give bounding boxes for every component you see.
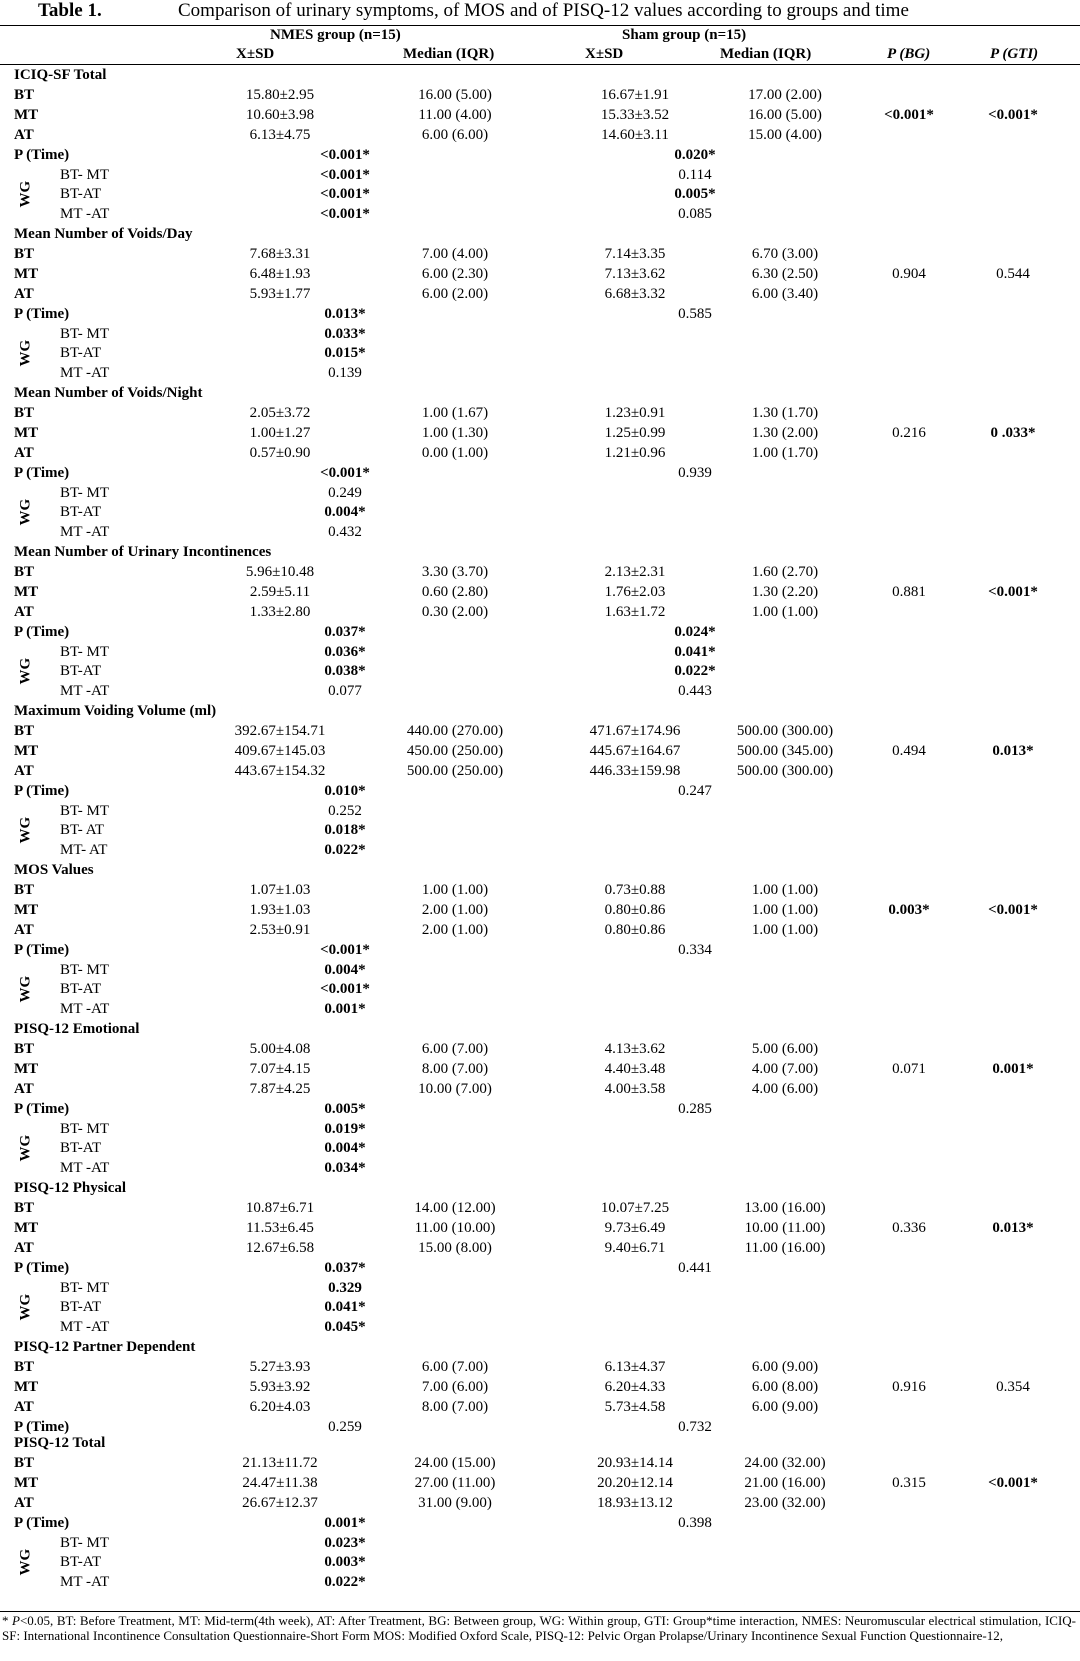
sham-median-cell: 1.00 (1.00) bbox=[751, 603, 819, 620]
p-gti-cell: <0.001* bbox=[988, 1474, 1038, 1491]
sham-mean-sd-cell: 471.67±174.96 bbox=[589, 722, 681, 739]
sham-mean-sd-cell: 7.14±3.35 bbox=[604, 245, 666, 262]
sham-median-cell: 1.00 (1.00) bbox=[751, 921, 819, 938]
row-label: MT bbox=[14, 424, 39, 441]
row-label: MT bbox=[14, 583, 39, 600]
row-label: AT bbox=[14, 762, 34, 779]
p-bg-cell: 0.003* bbox=[888, 901, 930, 918]
nmes-mean-sd-cell: 11.53±6.45 bbox=[246, 1219, 314, 1236]
sham-median-cell: 1.30 (2.20) bbox=[751, 583, 819, 600]
nmes-mean-sd-cell: 10.87±6.71 bbox=[245, 1199, 315, 1216]
wg-comparison-label: BT-AT bbox=[60, 345, 102, 362]
p-time-sham-cell: 0.247 bbox=[678, 782, 712, 799]
sham-group-header: Sham group (n=15) bbox=[622, 27, 747, 43]
wg-comparison-label: BT-AT bbox=[60, 663, 102, 680]
row-label: BT bbox=[14, 404, 35, 421]
nmes-median-cell: 27.00 (11.00) bbox=[414, 1474, 496, 1491]
p-gti-cell: 0.013* bbox=[992, 1219, 1034, 1236]
section-title: Maximum Voiding Volume (ml) bbox=[14, 703, 217, 719]
p-bg-cell: 0.216 bbox=[892, 424, 926, 441]
wg-nmes-cell: <0.001* bbox=[320, 186, 370, 203]
p-gti-cell: 0 .033* bbox=[990, 424, 1036, 441]
sham-median-cell: 6.30 (2.50) bbox=[751, 265, 819, 282]
wg-nmes-cell: 0.249 bbox=[328, 484, 362, 501]
p-time-sham-cell: 0.285 bbox=[678, 1100, 712, 1117]
nmes-median-cell: 15.00 (8.00) bbox=[418, 1239, 492, 1256]
wg-comparison-label: MT -AT bbox=[60, 524, 110, 541]
sham-mean-sd-cell: 15.33±3.52 bbox=[600, 106, 670, 123]
nmes-mean-sd-cell: 12.67±6.58 bbox=[245, 1239, 315, 1256]
p-time-label: P (Time) bbox=[14, 1514, 70, 1531]
wg-sham-cell: 0.041* bbox=[674, 643, 716, 660]
sham-mean-sd-cell: 445.67±164.67 bbox=[589, 742, 681, 759]
sham-mean-sd-cell: 1.63±1.72 bbox=[604, 603, 666, 620]
wg-nmes-cell: 0.252 bbox=[328, 802, 362, 819]
sham-median-cell: 500.00 (300.00) bbox=[736, 762, 834, 779]
wg-comparison-label: BT-AT bbox=[60, 504, 102, 521]
sham-median-cell: 11.00 (16.00) bbox=[744, 1239, 826, 1256]
row-label: AT bbox=[14, 285, 34, 302]
sham-mean-sd-cell: 20.93±14.14 bbox=[597, 1454, 673, 1471]
p-gti-cell: 0.544 bbox=[996, 265, 1030, 282]
p-time-label: P (Time) bbox=[14, 1259, 70, 1276]
sham-median-cell: 1.30 (2.00) bbox=[751, 424, 819, 441]
p-time-sham-cell: 0.398 bbox=[678, 1514, 712, 1531]
nmes-mean-sd-cell: 0.57±0.90 bbox=[249, 444, 311, 461]
sham-median-cell: 24.00 (32.00) bbox=[744, 1454, 826, 1471]
section-title: ICIQ-SF Total bbox=[14, 67, 107, 83]
sham-median-cell: 1.00 (1.00) bbox=[751, 881, 819, 898]
wg-nmes-cell: 0.329 bbox=[328, 1279, 362, 1296]
wg-comparison-label: BT- MT bbox=[60, 325, 110, 342]
p-time-nmes-cell: 0.013* bbox=[324, 305, 366, 322]
wg-comparison-label: BT- MT bbox=[60, 1120, 110, 1137]
wg-comparison-label: BT- MT bbox=[60, 484, 110, 501]
nmes-mean-sd-cell: 15.80±2.95 bbox=[245, 86, 315, 103]
row-label: BT bbox=[14, 86, 35, 103]
nmes-mean-sd-cell: 2.53±0.91 bbox=[249, 921, 311, 938]
p-bg-cell: 0.071 bbox=[892, 1060, 926, 1077]
sham-median-cell: 21.00 (16.00) bbox=[744, 1474, 826, 1491]
nmes-median-cell: 7.00 (4.00) bbox=[421, 245, 489, 262]
sham-median-cell: 6.70 (3.00) bbox=[751, 245, 819, 262]
wg-nmes-cell: 0.034* bbox=[324, 1160, 366, 1177]
row-label: AT bbox=[14, 444, 34, 461]
p-bg-cell: <0.001* bbox=[884, 106, 934, 123]
wg-nmes-cell: 0.033* bbox=[324, 325, 366, 342]
p-time-sham-cell: 0.334 bbox=[678, 941, 712, 958]
p-time-nmes-cell: 0.001* bbox=[324, 1514, 366, 1531]
nmes-mean-sd-header: X±SD bbox=[236, 46, 275, 62]
nmes-mean-sd-cell: 24.47±11.38 bbox=[242, 1474, 318, 1491]
wg-nmes-cell: <0.001* bbox=[320, 206, 370, 223]
header-rule bbox=[0, 64, 1080, 65]
wg-vertical-label: WG bbox=[17, 1549, 34, 1576]
row-label: BT bbox=[14, 722, 35, 739]
nmes-mean-sd-cell: 26.67±12.37 bbox=[242, 1494, 318, 1511]
wg-vertical-label: WG bbox=[17, 181, 34, 208]
bottom-rule bbox=[0, 1611, 1080, 1612]
sham-mean-sd-cell: 18.93±13.12 bbox=[597, 1494, 673, 1511]
nmes-mean-sd-cell: 6.13±4.75 bbox=[249, 126, 311, 143]
sham-median-cell: 6.00 (9.00) bbox=[751, 1398, 819, 1415]
row-label: AT bbox=[14, 1080, 34, 1097]
row-label: MT bbox=[14, 742, 39, 759]
nmes-median-cell: 1.00 (1.67) bbox=[421, 404, 489, 421]
nmes-mean-sd-cell: 443.67±154.32 bbox=[234, 762, 326, 779]
nmes-median-cell: 14.00 (12.00) bbox=[414, 1199, 496, 1216]
p-time-label: P (Time) bbox=[14, 1418, 70, 1435]
p-bg-cell: 0.904 bbox=[892, 265, 926, 282]
row-label: MT bbox=[14, 106, 39, 123]
section-title: Mean Number of Voids/Night bbox=[14, 385, 203, 401]
wg-comparison-label: BT- AT bbox=[60, 822, 105, 839]
wg-nmes-cell: 0.015* bbox=[324, 345, 366, 362]
sham-median-cell: 1.30 (1.70) bbox=[751, 404, 819, 421]
wg-comparison-label: MT -AT bbox=[60, 206, 110, 223]
sham-mean-sd-cell: 6.68±3.32 bbox=[604, 285, 666, 302]
nmes-median-cell: 2.00 (1.00) bbox=[421, 921, 489, 938]
nmes-mean-sd-cell: 6.20±4.03 bbox=[249, 1398, 311, 1415]
wg-comparison-label: BT- MT bbox=[60, 1534, 110, 1551]
p-time-nmes-cell: 0.037* bbox=[324, 1259, 366, 1276]
wg-nmes-cell: 0.022* bbox=[324, 1574, 366, 1591]
sham-mean-sd-cell: 446.33±159.98 bbox=[589, 762, 681, 779]
table-label: Table 1. bbox=[38, 0, 102, 21]
wg-comparison-label: BT- MT bbox=[60, 643, 110, 660]
p-time-sham-cell: 0.732 bbox=[678, 1418, 712, 1435]
sham-mean-sd-cell: 0.80±0.86 bbox=[604, 921, 666, 938]
p-time-nmes-cell: <0.001* bbox=[320, 941, 370, 958]
nmes-median-cell: 31.00 (9.00) bbox=[418, 1494, 492, 1511]
wg-comparison-label: BT-AT bbox=[60, 981, 102, 998]
row-label: BT bbox=[14, 245, 35, 262]
nmes-mean-sd-cell: 1.93±1.03 bbox=[249, 901, 311, 918]
wg-comparison-label: MT -AT bbox=[60, 683, 110, 700]
sham-mean-sd-cell: 2.13±2.31 bbox=[604, 563, 666, 580]
sham-mean-sd-cell: 20.20±12.14 bbox=[597, 1474, 673, 1491]
sham-median-cell: 17.00 (2.00) bbox=[748, 86, 822, 103]
wg-comparison-label: BT-AT bbox=[60, 1299, 102, 1316]
row-label: MT bbox=[14, 1378, 39, 1395]
wg-comparison-label: BT-AT bbox=[60, 1140, 102, 1157]
nmes-mean-sd-cell: 7.87±4.25 bbox=[249, 1080, 311, 1097]
sham-median-cell: 6.00 (8.00) bbox=[751, 1378, 819, 1395]
wg-nmes-cell: 0.004* bbox=[324, 1140, 366, 1157]
p-time-sham-cell: 0.441 bbox=[678, 1259, 712, 1276]
nmes-median-cell: 3.30 (3.70) bbox=[421, 563, 489, 580]
section-title: MOS Values bbox=[14, 862, 94, 878]
row-label: AT bbox=[14, 1239, 34, 1256]
table-footnote: * P<0.05, BT: Before Treatment, MT: Mid-term(4th week), AT: After Treatment, BG: Between group, WG: Within group, GTI: Group*time interaction, NMES: Neuromuscular electrical stimulation, ICIQ-SF: International Incontinence Consultation Questionnaire-Short Form MOS: Modified Oxford Scale, PISQ-12: Pelvic Organ Prolapse/Urinary Incontinence Sexual Function Questionnaire-12, bbox=[2, 1613, 1076, 1643]
nmes-median-cell: 24.00 (15.00) bbox=[414, 1454, 496, 1471]
wg-nmes-cell: <0.001* bbox=[320, 981, 370, 998]
nmes-mean-sd-cell: 1.07±1.03 bbox=[249, 881, 311, 898]
sham-mean-sd-cell: 7.13±3.62 bbox=[604, 265, 666, 282]
wg-nmes-cell: 0.036* bbox=[324, 643, 366, 660]
sham-mean-sd-cell: 1.21±0.96 bbox=[604, 444, 666, 461]
row-label: BT bbox=[14, 1199, 35, 1216]
nmes-mean-sd-cell: 2.59±5.11 bbox=[249, 583, 311, 600]
section-title: PISQ-12 Total bbox=[14, 1435, 106, 1451]
row-label: MT bbox=[14, 1060, 39, 1077]
wg-nmes-cell: 0.432 bbox=[328, 524, 362, 541]
wg-comparison-label: MT- AT bbox=[60, 842, 108, 859]
p-gti-cell: 0.013* bbox=[992, 742, 1034, 759]
row-label: BT bbox=[14, 1454, 35, 1471]
p-time-label: P (Time) bbox=[14, 941, 70, 958]
wg-nmes-cell: 0.001* bbox=[324, 1001, 366, 1018]
nmes-median-cell: 10.00 (7.00) bbox=[418, 1080, 492, 1097]
p-time-sham-cell: 0.939 bbox=[678, 464, 712, 481]
nmes-median-cell: 8.00 (7.00) bbox=[421, 1060, 489, 1077]
sham-mean-sd-cell: 6.13±4.37 bbox=[604, 1358, 666, 1375]
p-time-sham-cell: 0.585 bbox=[678, 305, 712, 322]
nmes-mean-sd-cell: 7.68±3.31 bbox=[249, 245, 311, 262]
footnote-text: <0.05, BT: Before Treatment, MT: Mid-term(4th week), AT: After Treatment, BG: Between group, WG: Within group, GTI: Group*time interaction, NMES: Neuromuscular electrical stimulation, ICIQ-SF: International Incontinence Consultation Questionnaire-Short Form MOS: Modified Oxford Scale, PISQ-12: Pelvic Organ Prolapse/Urinary Incontinence Sexual Function Questionnaire-12, bbox=[2, 1613, 1076, 1643]
wg-sham-cell: 0.085 bbox=[678, 206, 712, 223]
top-rule bbox=[0, 25, 1080, 26]
sham-mean-sd-cell: 9.40±6.71 bbox=[604, 1239, 666, 1256]
row-label: MT bbox=[14, 1474, 39, 1491]
nmes-mean-sd-cell: 1.00±1.27 bbox=[249, 424, 311, 441]
sham-median-cell: 5.00 (6.00) bbox=[751, 1040, 819, 1057]
nmes-median-cell: 2.00 (1.00) bbox=[421, 901, 489, 918]
p-time-label: P (Time) bbox=[14, 305, 70, 322]
row-label: MT bbox=[14, 901, 39, 918]
row-label: BT bbox=[14, 881, 35, 898]
nmes-mean-sd-cell: 2.05±3.72 bbox=[249, 404, 311, 421]
wg-comparison-label: BT- MT bbox=[60, 961, 110, 978]
nmes-mean-sd-cell: 1.33±2.80 bbox=[249, 603, 311, 620]
sham-median-cell: 15.00 (4.00) bbox=[748, 126, 822, 143]
wg-comparison-label: BT- MT bbox=[60, 802, 110, 819]
wg-nmes-cell: <0.001* bbox=[320, 166, 370, 183]
sham-mean-sd-header: X±SD bbox=[585, 46, 624, 62]
sham-median-cell: 6.00 (3.40) bbox=[751, 285, 819, 302]
sham-mean-sd-cell: 0.80±0.86 bbox=[604, 901, 666, 918]
sham-median-header: Median (IQR) bbox=[720, 46, 812, 62]
p-time-nmes-cell: <0.001* bbox=[320, 146, 370, 163]
p-time-nmes-cell: 0.010* bbox=[324, 782, 366, 799]
nmes-group-header: NMES group (n=15) bbox=[270, 27, 401, 43]
wg-nmes-cell: 0.022* bbox=[324, 842, 366, 859]
sham-median-cell: 13.00 (16.00) bbox=[744, 1199, 826, 1216]
wg-comparison-label: BT- MT bbox=[60, 1279, 110, 1296]
p-time-label: P (Time) bbox=[14, 1100, 70, 1117]
wg-vertical-label: WG bbox=[17, 817, 34, 844]
nmes-median-cell: 11.00 (4.00) bbox=[418, 106, 492, 123]
p-bg-cell: 0.881 bbox=[892, 583, 926, 600]
nmes-median-cell: 450.00 (250.00) bbox=[406, 742, 504, 759]
nmes-mean-sd-cell: 409.67±145.03 bbox=[234, 742, 326, 759]
sham-median-cell: 10.00 (11.00) bbox=[744, 1219, 826, 1236]
wg-sham-cell: 0.022* bbox=[674, 663, 716, 680]
sham-median-cell: 1.00 (1.00) bbox=[751, 901, 819, 918]
p-time-sham-cell: 0.020* bbox=[674, 146, 716, 163]
sham-median-cell: 6.00 (9.00) bbox=[751, 1358, 819, 1375]
nmes-median-cell: 8.00 (7.00) bbox=[421, 1398, 489, 1415]
sham-mean-sd-cell: 1.25±0.99 bbox=[604, 424, 666, 441]
row-label: MT bbox=[14, 1219, 39, 1236]
sham-mean-sd-cell: 0.73±0.88 bbox=[604, 881, 666, 898]
nmes-mean-sd-cell: 5.93±1.77 bbox=[249, 285, 311, 302]
nmes-mean-sd-cell: 6.48±1.93 bbox=[249, 265, 311, 282]
wg-comparison-label: BT-AT bbox=[60, 1554, 102, 1571]
nmes-median-cell: 6.00 (7.00) bbox=[421, 1040, 489, 1057]
p-bg-cell: 0.336 bbox=[892, 1219, 926, 1236]
nmes-mean-sd-cell: 7.07±4.15 bbox=[249, 1060, 311, 1077]
nmes-median-header: Median (IQR) bbox=[403, 46, 495, 62]
sham-median-cell: 500.00 (300.00) bbox=[736, 722, 834, 739]
wg-nmes-cell: 0.038* bbox=[324, 663, 366, 680]
row-label: MT bbox=[14, 265, 39, 282]
p-time-nmes-cell: <0.001* bbox=[320, 464, 370, 481]
nmes-mean-sd-cell: 5.96±10.48 bbox=[245, 563, 315, 580]
wg-sham-cell: 0.443 bbox=[678, 683, 712, 700]
row-label: BT bbox=[14, 1358, 35, 1375]
nmes-mean-sd-cell: 392.67±154.71 bbox=[234, 722, 326, 739]
sham-mean-sd-cell: 9.73±6.49 bbox=[604, 1219, 666, 1236]
wg-vertical-label: WG bbox=[17, 658, 34, 685]
p-gti-header: P (GTI) bbox=[990, 46, 1039, 62]
nmes-median-cell: 6.00 (6.00) bbox=[421, 126, 489, 143]
wg-comparison-label: BT- MT bbox=[60, 166, 110, 183]
wg-comparison-label: MT -AT bbox=[60, 1574, 110, 1591]
nmes-median-cell: 1.00 (1.00) bbox=[421, 881, 489, 898]
row-label: AT bbox=[14, 603, 34, 620]
sham-median-cell: 1.60 (2.70) bbox=[751, 563, 819, 580]
sham-mean-sd-cell: 4.40±3.48 bbox=[604, 1060, 666, 1077]
nmes-median-cell: 6.00 (2.30) bbox=[421, 265, 489, 282]
sham-median-cell: 1.00 (1.70) bbox=[751, 444, 819, 461]
wg-sham-cell: 0.114 bbox=[678, 166, 712, 183]
p-bg-cell: 0.315 bbox=[892, 1474, 926, 1491]
p-bg-cell: 0.916 bbox=[892, 1378, 926, 1395]
nmes-median-cell: 6.00 (7.00) bbox=[421, 1358, 489, 1375]
wg-comparison-label: MT -AT bbox=[60, 1001, 110, 1018]
row-label: BT bbox=[14, 563, 35, 580]
nmes-mean-sd-cell: 5.27±3.93 bbox=[249, 1358, 311, 1375]
wg-comparison-label: MT -AT bbox=[60, 1319, 110, 1336]
wg-vertical-label: WG bbox=[17, 1294, 34, 1321]
row-label: BT bbox=[14, 1040, 35, 1057]
wg-vertical-label: WG bbox=[17, 499, 34, 526]
p-time-nmes-cell: 0.037* bbox=[324, 623, 366, 640]
row-label: AT bbox=[14, 921, 34, 938]
nmes-median-cell: 1.00 (1.30) bbox=[421, 424, 489, 441]
nmes-median-cell: 6.00 (2.00) bbox=[421, 285, 489, 302]
section-title: PISQ-12 Partner Dependent bbox=[14, 1339, 196, 1355]
sham-mean-sd-cell: 10.07±7.25 bbox=[600, 1199, 670, 1216]
sham-median-cell: 23.00 (32.00) bbox=[744, 1494, 826, 1511]
p-time-label: P (Time) bbox=[14, 623, 70, 640]
sham-mean-sd-cell: 14.60±3.11 bbox=[601, 126, 669, 143]
nmes-mean-sd-cell: 5.93±3.92 bbox=[249, 1378, 311, 1395]
wg-comparison-label: BT-AT bbox=[60, 186, 102, 203]
sham-median-cell: 4.00 (6.00) bbox=[751, 1080, 819, 1097]
wg-nmes-cell: 0.041* bbox=[324, 1299, 366, 1316]
nmes-mean-sd-cell: 10.60±3.98 bbox=[245, 106, 315, 123]
wg-comparison-label: MT -AT bbox=[60, 1160, 110, 1177]
nmes-median-cell: 500.00 (250.00) bbox=[406, 762, 504, 779]
p-bg-cell: 0.494 bbox=[892, 742, 926, 759]
nmes-median-cell: 7.00 (6.00) bbox=[421, 1378, 489, 1395]
nmes-median-cell: 0.30 (2.00) bbox=[421, 603, 489, 620]
sham-mean-sd-cell: 6.20±4.33 bbox=[604, 1378, 666, 1395]
p-time-sham-cell: 0.024* bbox=[674, 623, 716, 640]
p-time-nmes-cell: 0.259 bbox=[328, 1418, 362, 1435]
nmes-median-cell: 0.00 (1.00) bbox=[421, 444, 489, 461]
wg-nmes-cell: 0.139 bbox=[328, 365, 362, 382]
wg-vertical-label: WG bbox=[17, 340, 34, 367]
p-time-nmes-cell: 0.005* bbox=[324, 1100, 366, 1117]
nmes-median-cell: 440.00 (270.00) bbox=[406, 722, 504, 739]
row-label: AT bbox=[14, 126, 34, 143]
p-gti-cell: <0.001* bbox=[988, 106, 1038, 123]
p-gti-cell: <0.001* bbox=[988, 901, 1038, 918]
wg-nmes-cell: 0.004* bbox=[324, 961, 366, 978]
wg-nmes-cell: 0.004* bbox=[324, 504, 366, 521]
sham-median-cell: 16.00 (5.00) bbox=[748, 106, 822, 123]
wg-vertical-label: WG bbox=[17, 976, 34, 1003]
wg-sham-cell: 0.005* bbox=[674, 186, 716, 203]
sham-mean-sd-cell: 5.73±4.58 bbox=[604, 1398, 666, 1415]
sham-median-cell: 500.00 (345.00) bbox=[736, 742, 834, 759]
wg-nmes-cell: 0.018* bbox=[324, 822, 366, 839]
sham-mean-sd-cell: 1.76±2.03 bbox=[604, 583, 666, 600]
wg-comparison-label: MT -AT bbox=[60, 365, 110, 382]
p-time-label: P (Time) bbox=[14, 464, 70, 481]
section-title: Mean Number of Urinary Incontinences bbox=[14, 544, 272, 560]
section-title: PISQ-12 Physical bbox=[14, 1180, 127, 1196]
nmes-median-cell: 11.00 (10.00) bbox=[414, 1219, 496, 1236]
sham-mean-sd-cell: 1.23±0.91 bbox=[604, 404, 666, 421]
sham-median-cell: 4.00 (7.00) bbox=[751, 1060, 819, 1077]
nmes-mean-sd-cell: 5.00±4.08 bbox=[249, 1040, 311, 1057]
wg-nmes-cell: 0.003* bbox=[324, 1554, 366, 1571]
row-label: AT bbox=[14, 1398, 34, 1415]
p-gti-cell: <0.001* bbox=[988, 583, 1038, 600]
wg-nmes-cell: 0.077 bbox=[328, 683, 362, 700]
sham-mean-sd-cell: 4.13±3.62 bbox=[604, 1040, 666, 1057]
nmes-median-cell: 0.60 (2.80) bbox=[421, 583, 489, 600]
p-time-label: P (Time) bbox=[14, 146, 70, 163]
p-gti-cell: 0.354 bbox=[996, 1378, 1030, 1395]
section-title: PISQ-12 Emotional bbox=[14, 1021, 140, 1037]
p-time-label: P (Time) bbox=[14, 782, 70, 799]
wg-nmes-cell: 0.023* bbox=[324, 1534, 366, 1551]
wg-nmes-cell: 0.045* bbox=[324, 1319, 366, 1336]
p-gti-cell: 0.001* bbox=[992, 1060, 1034, 1077]
nmes-median-cell: 16.00 (5.00) bbox=[418, 86, 492, 103]
sham-mean-sd-cell: 16.67±1.91 bbox=[600, 86, 670, 103]
sham-mean-sd-cell: 4.00±3.58 bbox=[604, 1080, 666, 1097]
nmes-mean-sd-cell: 21.13±11.72 bbox=[242, 1454, 318, 1471]
table-caption: Comparison of urinary symptoms, of MOS and of PISQ-12 values according to groups and time bbox=[178, 0, 909, 21]
footnote-p-symbol: P bbox=[12, 1613, 20, 1628]
wg-vertical-label: WG bbox=[17, 1135, 34, 1162]
row-label: AT bbox=[14, 1494, 34, 1511]
wg-nmes-cell: 0.019* bbox=[324, 1120, 366, 1137]
section-title: Mean Number of Voids/Day bbox=[14, 226, 193, 242]
p-bg-header: P (BG) bbox=[887, 46, 931, 62]
